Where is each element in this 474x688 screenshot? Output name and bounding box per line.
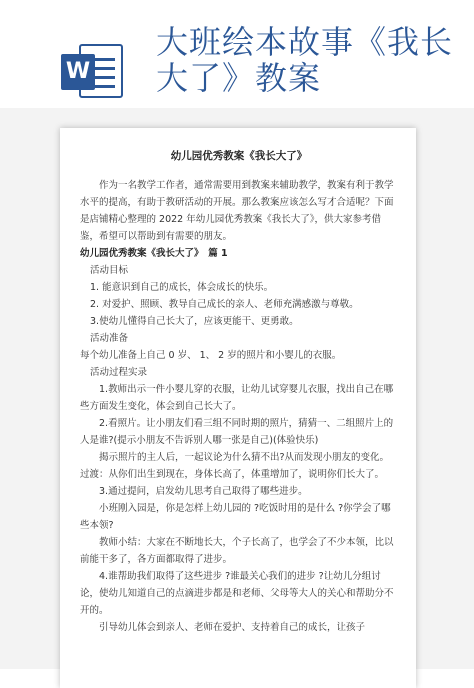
- document-preview-area: [0, 108, 474, 669]
- page-title: 大班绘本故事《我长大了》教案: [156, 23, 454, 97]
- process-label: 活动过程实录: [90, 367, 148, 378]
- process-paragraph: 1.教师出示一件小婴儿穿的衣服，让幼儿试穿婴儿衣服，找出自己在哪些方面发生变化，体会到自己长大了。: [80, 384, 394, 412]
- document-body: [80, 142, 398, 636]
- document-title: 幼儿园优秀教案《我长大了》: [170, 150, 308, 162]
- goal-label: 活动目标: [90, 265, 129, 276]
- process-paragraph: 2.看照片。让小朋友们看三组不同时期的照片，猜猜一、二组照片上的人是谁?(提示小朋友不告诉别人哪一张是自己)(体验快乐): [80, 418, 394, 446]
- process-paragraph: 小班刚入园是，你是怎样上幼儿园的 ?吃饭时用的是什么 ?你学会了哪些本领?: [80, 503, 391, 531]
- process-paragraph: 3.通过提问，启发幼儿思考自己取得了哪些进步。: [99, 486, 308, 497]
- section-heading: 幼儿园优秀教案《我长大了》 篇 1: [80, 248, 228, 259]
- process-paragraph: 引导幼儿体会到亲人、老师在爱护、支持着自己的成长，让孩子: [99, 622, 366, 633]
- process-paragraph: 4.谁帮助我们取得了这些进步 ?谁最关心我们的进步 ?让幼儿分组讨论，使幼儿知道自己的点滴进步都是和老师、父母等大人的关心和帮助分不开的。: [80, 571, 394, 616]
- goal-item: 3.使幼儿懂得自己长大了，应该更能干、更勇敢。: [90, 316, 299, 327]
- process-paragraph: 教师小结：大家在不断地长大，个子长高了，也学会了不少本领，比以前能干多了，各方面都取得了进步。: [80, 537, 394, 565]
- word-icon-letter: W: [61, 54, 95, 90]
- word-document-icon: [61, 40, 127, 102]
- document-page: [60, 128, 416, 688]
- header-banner: [0, 0, 474, 100]
- process-paragraph: 揭示照片的主人后，一起议论为什么猜不出?从而发现小朋友的变化。过渡：从你们出生到现在，身体长高了，体重增加了，说明你们长大了。: [80, 452, 390, 480]
- prep-label: 活动准备: [90, 333, 129, 344]
- goal-item: 2. 对爱护、照顾、教导自己成长的亲人、老师充满感激与尊敬。: [90, 299, 359, 310]
- intro-paragraph: 作为一名教学工作者，通常需要用到教案来辅助教学，教案有利于教学水平的提高，有助于教研活动的开展。那么教案应该怎么写才合适呢？下面是店铺精心整理的 2022 年幼儿园优秀教案《我长大了》，供大家参考借鉴，希望可以帮助到有需要的朋友。: [80, 180, 394, 242]
- goal-item: 1. 能意识到自己的成长，体会成长的快乐。: [90, 282, 274, 293]
- prep-text: 每个幼儿准备上自己 0 岁、 1、 2 岁的照片和小婴儿的衣服。: [80, 350, 342, 361]
